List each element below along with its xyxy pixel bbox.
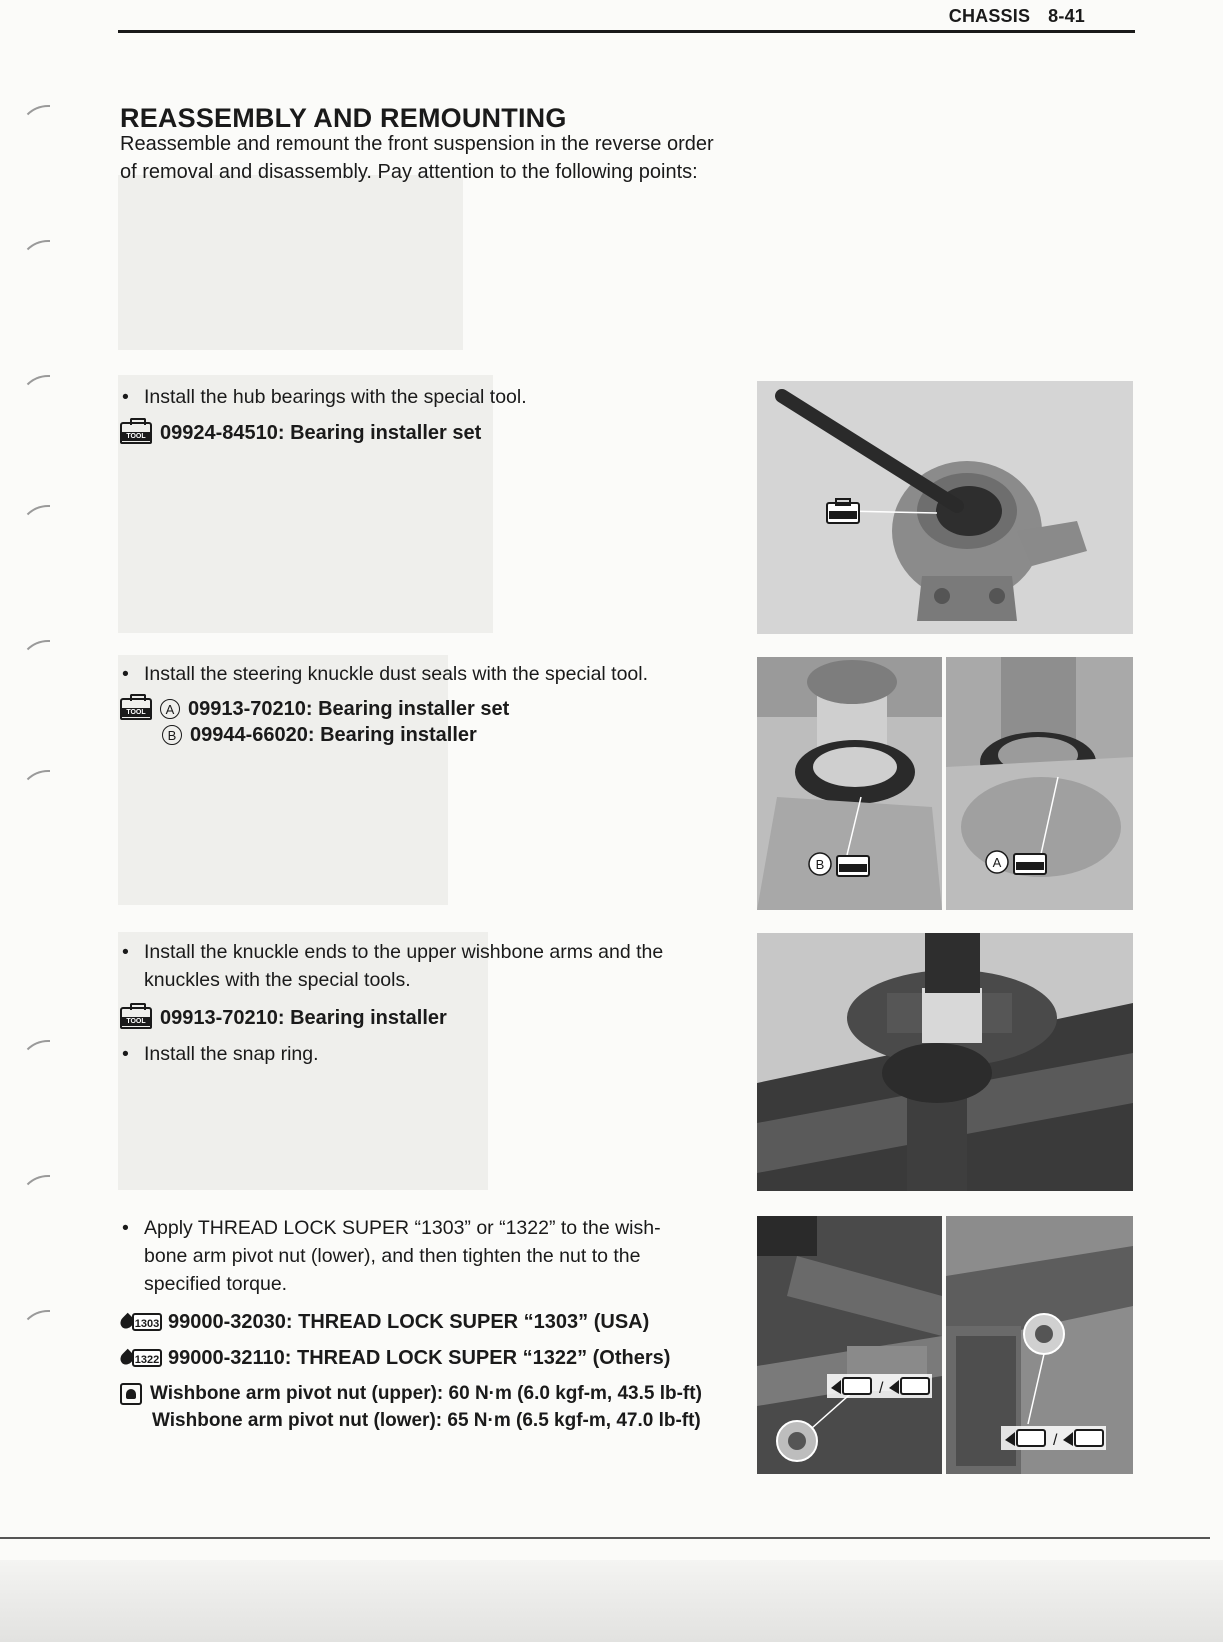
knuckle-end-installer-photo	[757, 933, 1133, 1191]
step-4-bullet: • Apply THREAD LOCK SUPER “1303” or “1322” to the wish- bone arm pivot nut (lower), and then tighten the nut to the specified torque.	[122, 1217, 661, 1295]
page-bottom-shade	[0, 1560, 1223, 1642]
binder-mark	[18, 505, 50, 537]
pivot-nut-lower-photo	[757, 1216, 942, 1474]
step-2-tool-spec-b: B 09944-66020: Bearing installer	[162, 721, 477, 749]
thread-lock-spec-1303: 1303 99000-32030: THREAD LOCK SUPER “1303” (USA)	[120, 1308, 649, 1336]
pivot-nut-upper-photo	[946, 1216, 1133, 1474]
bleed-through-panel	[118, 655, 448, 905]
header-page-number: 8-41	[1048, 6, 1085, 26]
tool-icon	[120, 1007, 152, 1029]
callout-letter: A	[160, 699, 180, 719]
bleed-through-panel	[118, 175, 463, 350]
step-1-bullet: • Install the hub bearings with the special tool.	[122, 386, 527, 408]
tool-icon	[120, 698, 152, 720]
dust-seal-installer-a-photo	[946, 657, 1133, 910]
binder-mark	[18, 240, 50, 272]
step-1-tool-spec: TOOL 09924-84510: Bearing installer set	[120, 419, 481, 447]
hub-bearing-installer-photo	[757, 381, 1133, 634]
binder-mark	[18, 1175, 50, 1207]
dust-seal-installer-b-photo	[757, 657, 942, 910]
header-rule	[118, 30, 1135, 33]
intro-text: Reassemble and remount the front suspension in the reverse order of removal and disassembly. Pay attention to the following points:	[120, 133, 714, 183]
binder-mark	[18, 1310, 50, 1342]
thread-lock-icon: 1303	[120, 1311, 164, 1333]
footer-rule	[0, 1537, 1210, 1539]
svg-text:/: /	[1053, 1432, 1058, 1449]
binder-mark	[18, 770, 50, 802]
step-3-tool-spec: TOOL 09913-70210: Bearing installer	[120, 1004, 447, 1032]
thread-lock-spec-1322: 1322 99000-32110: THREAD LOCK SUPER “1322” (Others)	[120, 1344, 670, 1372]
tool-icon	[120, 422, 152, 444]
binder-mark	[18, 375, 50, 407]
svg-text:/: /	[879, 1380, 884, 1397]
step-3-bullet-2: • Install the snap ring.	[122, 1043, 319, 1065]
step-2-tool-spec-a: TOOL A 09913-70210: Bearing installer set	[120, 695, 509, 723]
callout-letter: B	[162, 725, 182, 745]
torque-spec: Wishbone arm pivot nut (upper): 60 N·m (6.0 kgf-m, 43.5 lb-ft) Wishbone arm pivot nut (lower): 65 N·m (6.5 kgf-m, 47.0 lb-ft)	[120, 1380, 702, 1434]
binder-mark	[18, 105, 50, 137]
torque-icon	[120, 1383, 142, 1405]
photo-callout-letter: B	[815, 857, 825, 872]
photo-callout-letter: A	[992, 855, 1002, 870]
header-section: CHASSIS	[948, 6, 1031, 26]
thread-lock-icon: 1322	[120, 1347, 164, 1369]
running-header	[931, 6, 1085, 27]
page-title: REASSEMBLY AND REMOUNTING	[120, 103, 567, 133]
binder-mark	[18, 640, 50, 672]
binder-mark	[18, 1040, 50, 1072]
step-3-bullet: • Install the knuckle ends to the upper wishbone arms and the knuckles with the special tools.	[122, 941, 664, 991]
step-2-bullet: • Install the steering knuckle dust seals with the special tool.	[122, 663, 649, 685]
bleed-through-panel	[118, 375, 493, 633]
